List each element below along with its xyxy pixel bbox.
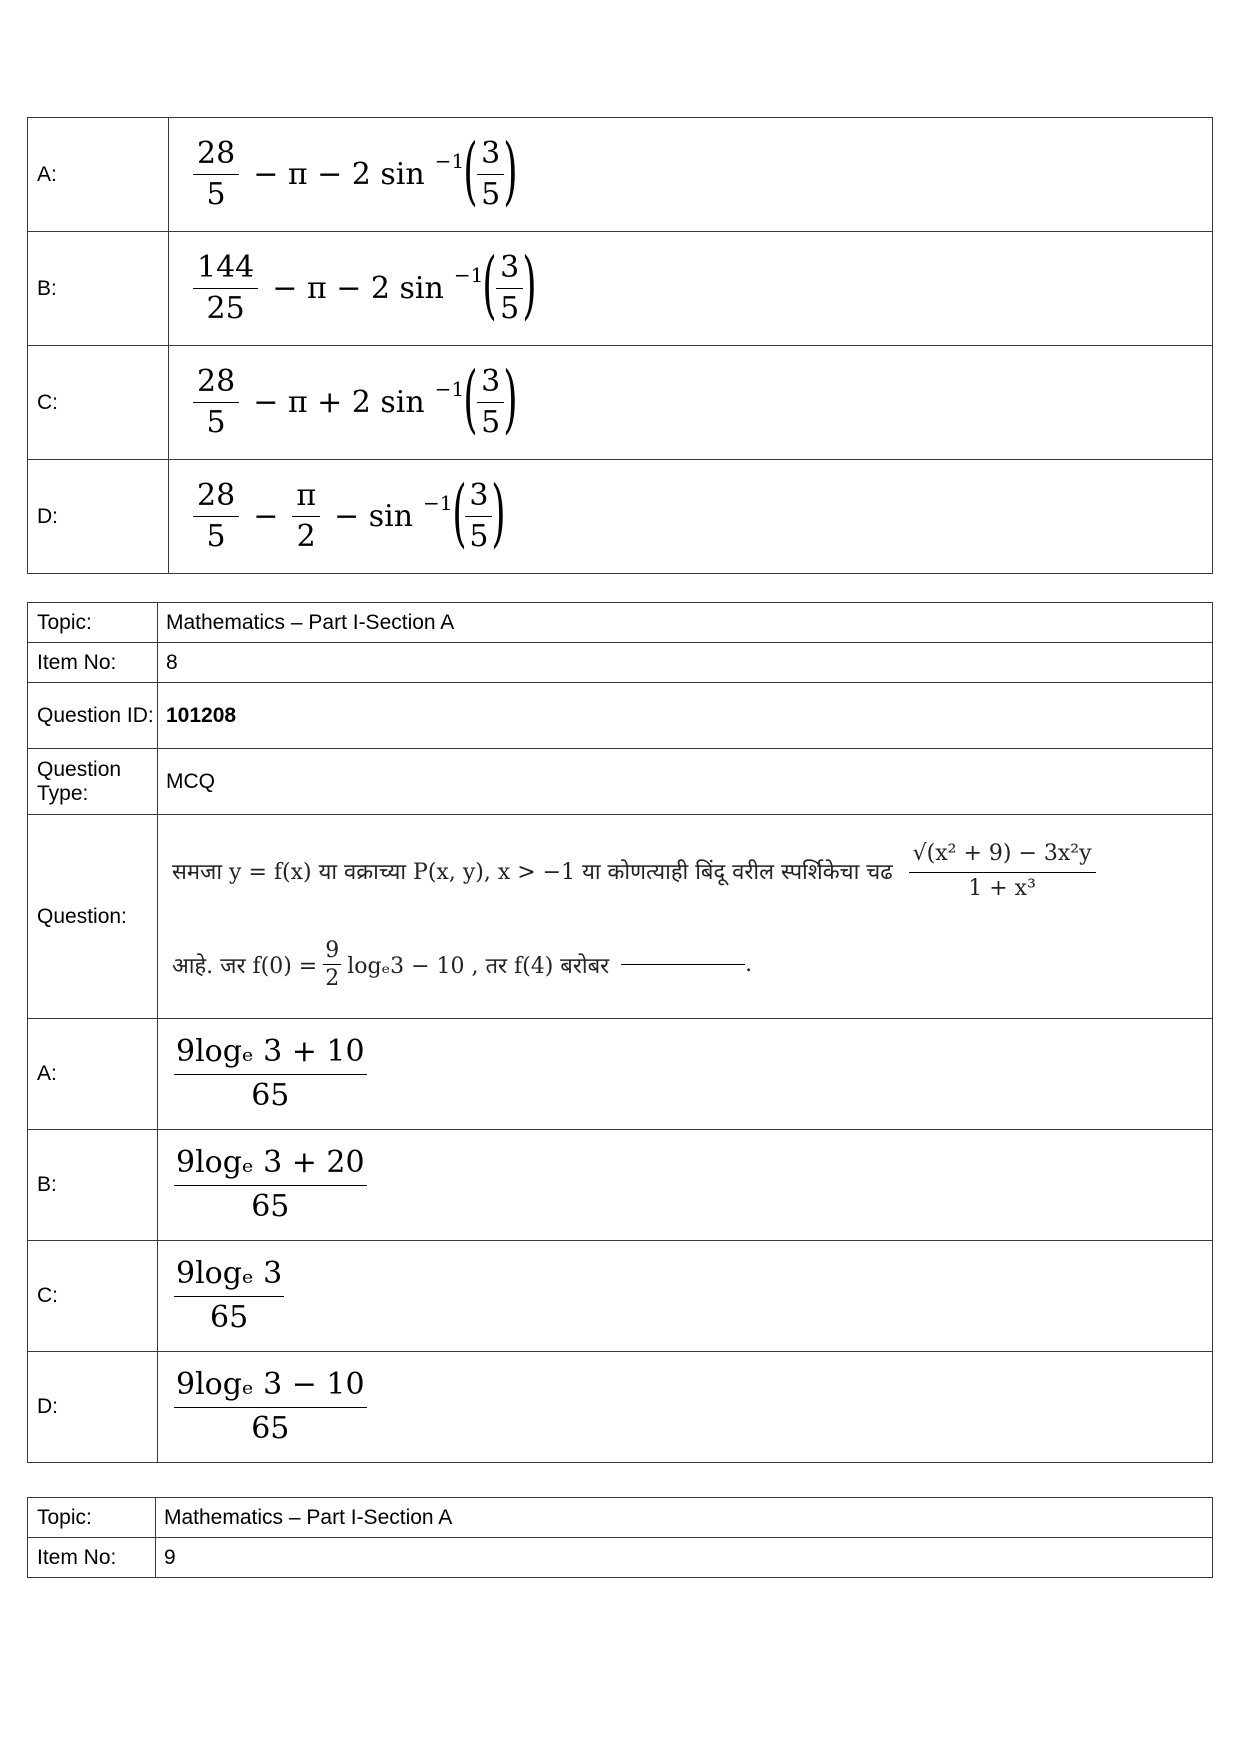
option-row-a <box>28 118 1213 232</box>
option-label: C: <box>28 346 169 460</box>
option-denominator: 65 <box>210 1300 249 1335</box>
half-numerator: 9 <box>325 937 340 963</box>
question-id-label: Question ID: <box>28 683 158 749</box>
answer-option-b <box>28 1130 1213 1241</box>
option-label: B: <box>28 1130 158 1241</box>
answer-option-c <box>28 1241 1213 1352</box>
answer-option-d <box>28 1352 1213 1463</box>
option-label: B: <box>28 232 169 346</box>
item-label: Item No: <box>28 643 158 683</box>
pi-numerator: π <box>292 477 320 517</box>
option-expression <box>158 1019 1213 1130</box>
option-label: D: <box>28 460 169 574</box>
option-label: C: <box>28 1241 158 1352</box>
option-numerator: 9logₑ 3 + 10 <box>174 1032 367 1075</box>
option-label: D: <box>28 1352 158 1463</box>
question-id-row <box>28 683 1213 749</box>
topic-value: Mathematics – Part I-Section A <box>158 603 1213 643</box>
fraction-denominator: 5 <box>206 177 226 212</box>
expression-text: − π + 2 sin <box>253 385 425 420</box>
question-line-2 <box>172 919 1212 1011</box>
question-type-value: MCQ <box>158 749 1213 815</box>
question-row <box>28 815 1213 1019</box>
option-row-d <box>28 460 1213 574</box>
option-numerator: 9logₑ 3 + 20 <box>174 1143 367 1186</box>
item-value: 8 <box>158 643 1213 683</box>
option-row-c <box>28 346 1213 460</box>
half-denominator: 2 <box>325 965 340 991</box>
arg-numerator: 3 <box>496 249 523 289</box>
arg-denominator: 5 <box>481 177 501 212</box>
arg-numerator: 3 <box>477 363 504 403</box>
option-denominator: 65 <box>251 1411 290 1446</box>
question-id-value: 101208 <box>158 683 1213 749</box>
option-expression <box>158 1352 1213 1463</box>
superscript: −1 <box>434 376 465 401</box>
previous-options-table <box>27 117 1213 574</box>
option-numerator: 9logₑ 3 <box>174 1254 284 1297</box>
fraction-denominator: 5 <box>206 405 226 440</box>
slope-numerator: √(x² + 9) − 3x²y <box>909 837 1096 873</box>
expression-text: − π − 2 sin <box>253 157 425 192</box>
question-table-item-8 <box>27 602 1213 1463</box>
question-table-item-9 <box>27 1497 1213 1578</box>
answer-option-a <box>28 1019 1213 1130</box>
option-denominator: 65 <box>251 1078 290 1113</box>
question-text-1: समजा y = f(x) या वक्राच्या P(x, y), x > −1 या कोणत्याही बिंदू वरील स्पर्शिकेचा चढ <box>172 859 893 885</box>
question-type-row <box>28 749 1213 815</box>
expression-text: − sin <box>334 499 414 534</box>
item-value: 9 <box>156 1538 1213 1578</box>
superscript: −1 <box>423 490 453 515</box>
arg-numerator: 3 <box>477 135 504 175</box>
answer-blank <box>621 964 745 965</box>
topic-label: Topic: <box>28 603 158 643</box>
superscript: −1 <box>453 262 484 287</box>
option-expression: $\frac{28}{5}$ − π + 2 sin −1 ( $\frac{3}{5}$ ) <box>169 346 1213 460</box>
arg-denominator: 5 <box>500 291 520 326</box>
question-type-label: Question Type: <box>28 749 158 815</box>
fraction-numerator: 28 <box>193 135 239 175</box>
question-body <box>158 815 1213 1019</box>
question-label: Question: <box>28 815 158 1019</box>
topic-row <box>28 1498 1213 1538</box>
option-label: A: <box>28 1019 158 1130</box>
fraction-numerator: 28 <box>193 477 239 517</box>
option-row-b <box>28 232 1213 346</box>
fraction-numerator: 144 <box>193 249 258 289</box>
slope-denominator: 1 + x³ <box>968 876 1036 901</box>
option-expression <box>158 1241 1213 1352</box>
item-row <box>28 643 1213 683</box>
option-expression: $\frac{144}{25}$ − π − 2 sin −1 ( $\frac{3}{5}$ ) <box>169 232 1213 346</box>
question-line-1 <box>172 823 1212 919</box>
option-expression: $\frac{28}{5}$ − π − 2 sin −1 ( $\frac{3}{5}$ ) <box>169 118 1213 232</box>
option-expression <box>158 1130 1213 1241</box>
arg-denominator: 5 <box>469 519 489 554</box>
topic-label: Topic: <box>28 1498 156 1538</box>
item-label: Item No: <box>28 1538 156 1578</box>
topic-value: Mathematics – Part I-Section A <box>156 1498 1213 1538</box>
expression-text: − π − 2 sin <box>272 271 444 306</box>
fraction-numerator: 28 <box>193 363 239 403</box>
item-row <box>28 1538 1213 1578</box>
question-end: . <box>745 952 753 977</box>
fraction-denominator: 5 <box>206 519 226 554</box>
superscript: −1 <box>434 148 465 173</box>
arg-denominator: 5 <box>481 405 501 440</box>
minus-sign: − <box>253 499 279 534</box>
topic-row <box>28 603 1213 643</box>
option-expression: $\frac{28}{5}$ − $\frac{\pi}{2}$ − sin −1 ( $\frac{3}{5}$ ) <box>169 460 1213 574</box>
option-label: A: <box>28 118 169 232</box>
option-numerator: 9logₑ 3 − 10 <box>174 1365 367 1408</box>
question-text-2b: logₑ3 − 10 , तर f(4) बरोबर <box>347 953 610 979</box>
option-denominator: 65 <box>251 1189 290 1224</box>
pi-denominator: 2 <box>296 519 316 554</box>
arg-numerator: 3 <box>465 477 492 517</box>
fraction-denominator: 25 <box>206 291 245 326</box>
question-text-2a: आहे. जर f(0) = <box>172 953 318 979</box>
